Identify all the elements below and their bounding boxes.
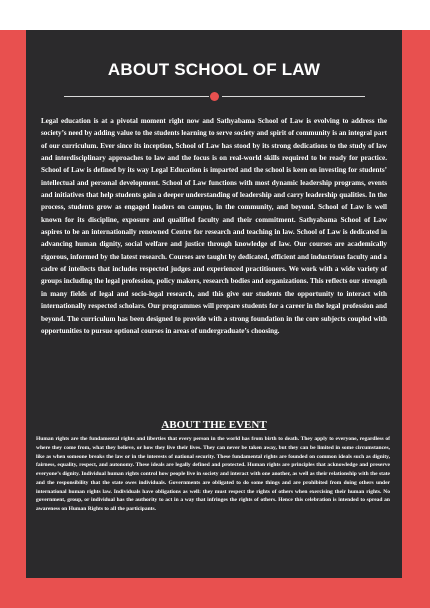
title-divider-right [222, 96, 365, 97]
page-title: ABOUT SCHOOL OF LAW [107, 60, 321, 79]
top-white-band [0, 0, 430, 30]
school-description: Legal education is at a pivotal moment right now and Sathyabama School of Law is evolving to address the society’s need by adding value to the students learning to serve society and spirit of community is an integral part of our curriculum. Ever since its inception, School of Law has stood by its strong dedications to the study of law and interdisciplinary approaches to law and the focus is on real-world skills required to be ready for practice. School of Law is defined by its way Legal Education is imparted and the school is keen on investing for students’ intellectual and personal development. School of Law functions with most dynamic leadership programs, events and initiatives that help students gain a deeper understanding of leadership and carry leadership qualities. In the process, students grow as engaged leaders on campus, in the community, and beyond. School of Law is well known for its discipline, exposure and qualified faculty and their commitment. Sathyabama School of Law aspires to be an internationally renowned Centre for research and teaching in law. School of Law is dedicated in advancing human dignity, social welfare and justice through knowledge of law. Our courses are academically rigorous, informed by the latest research. Courses are taught by dedicated, efficient and industrious faculty and a cadre of intellects that includes respected judges and experienced practitioners. We work with a wide variety of groups including the legal profession, policy makers, research bodies and organizations. This reflects our strength in many fields of legal and socio-legal research, and this give our students the opportunity to interact with internationally respected scholars. Our programmes will prepare students for a career in the legal profession and beyond. The curriculum has been designed to provide with a strong foundation in the core subjects coupled with opportunities to pursue optional courses in areas of undergraduate’s choosing. [41, 117, 387, 335]
right-accent-border [404, 30, 430, 608]
title-divider-left [64, 96, 209, 97]
content-panel [26, 30, 402, 578]
event-description: Human rights are the fundamental rights and liberties that every person in the world has from birth to death. They apply to everyone, regardless of where they come from, what they believe, or how they live their lives. They can never be taken away, but they can be limited in some circumstances, like as when someone breaks the law or in the interests of national security. These fundamental rights are founded on common ideals such as dignity, fairness, equality, respect, and autonomy. These ideals are legally defined and protected. Human rights are principles that acknowledge and preserve everyone’s dignity. Individual human rights control how people live in society and interact with one another, as well as their relationship with the state and the responsibility that the state owes individuals. Governments are obligated to do some things and are prohibited from doing others under international human rights law. Individuals have obligations as well: they must respect the rights of others when exercising their human rights. No government, group, or individual has the authority to act in a way that infringes the rights of others. Hence this celebration is intended to spread an awareness on Human Rights to all the participants. [36, 436, 390, 512]
event-heading: ABOUT THE EVENT [161, 419, 267, 431]
divider-dot [210, 92, 219, 101]
left-accent-border [0, 30, 26, 608]
